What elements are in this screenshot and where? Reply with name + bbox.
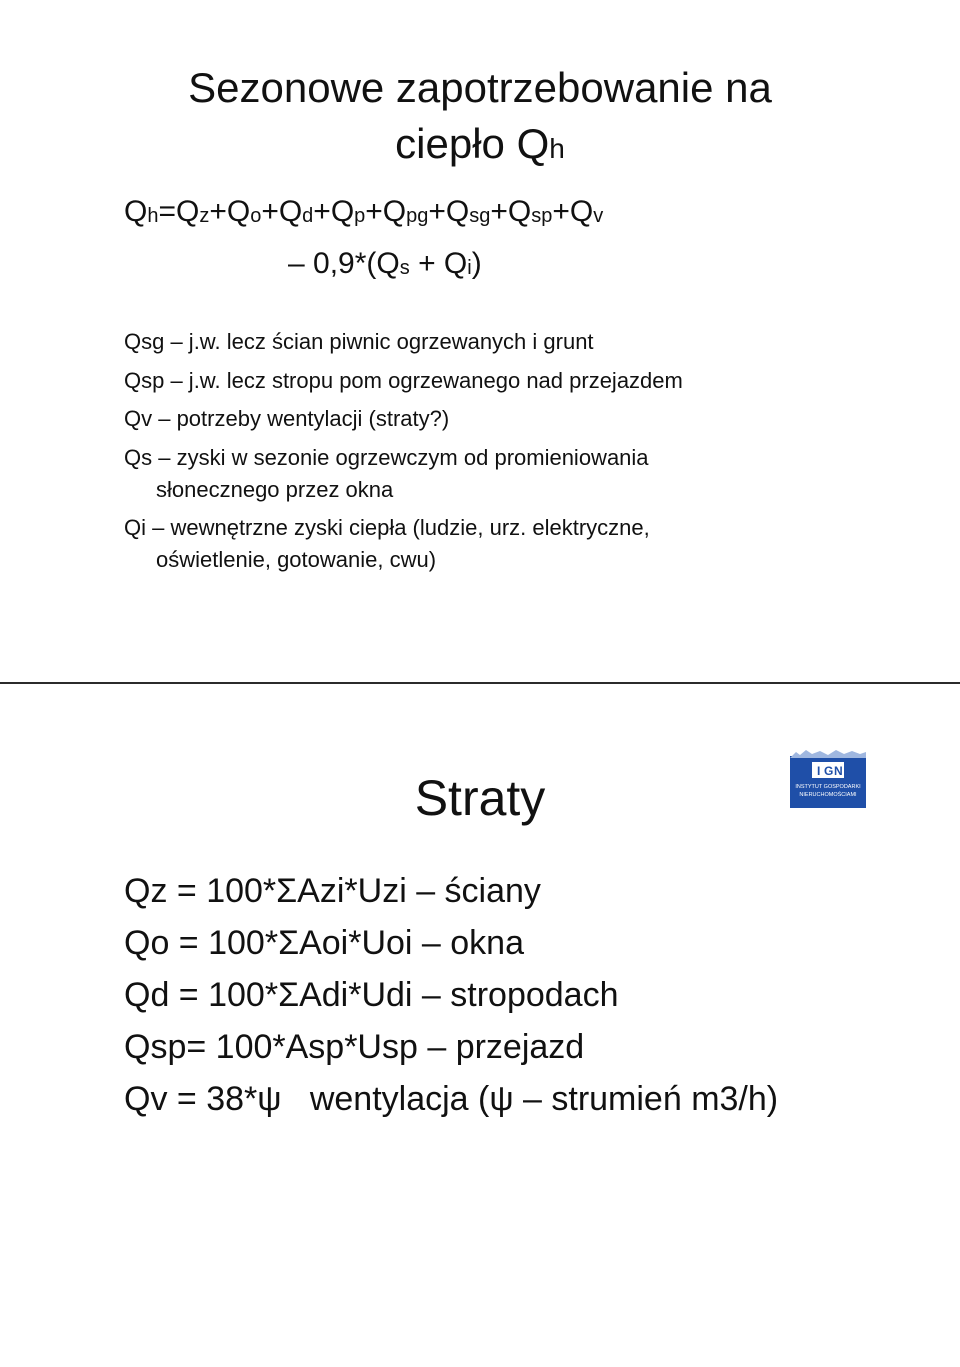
- equation-windows: Qo = 100*ΣAoi*Uoi – okna: [124, 924, 524, 962]
- definition-qs: Qs – zyski w sezonie ogrzewczym od promieniowania: [124, 445, 649, 470]
- definition-qsp: Qsp – j.w. lecz stropu pom ogrzewanego nad przejazdem: [124, 368, 683, 393]
- heat-demand-formula-line2: – $0,9*(Q_s + Q_i)$: [288, 247, 482, 280]
- title-sub: h: [549, 133, 565, 164]
- slide-title-line1: Sezonowe zapotrzebowanie na: [188, 64, 772, 111]
- heat-demand-formula: [124, 194, 603, 233]
- formula-term: $+Q_p$: [313, 195, 366, 228]
- formula-term: $=Q_z$: [158, 195, 210, 228]
- logo-text-line2: NIERUCHOMOŚCIAMI: [799, 792, 857, 798]
- formula-term: $+Q_o$: [209, 195, 262, 228]
- logo-letter: N: [834, 764, 843, 778]
- slide-title-line2: [0, 118, 960, 175]
- formula-term: $+Q_{pg}$: [365, 195, 429, 228]
- definition-qs-cont: słonecznego przez okna: [156, 477, 394, 502]
- slide-seasonal-demand: [0, 0, 960, 682]
- formula-term: $+Q_v$: [552, 195, 604, 228]
- formula-term: $Q_h$: [124, 195, 159, 228]
- definition-qsg: Qsg – j.w. lecz ścian piwnic ogrzewanych i grunt: [124, 329, 594, 354]
- ign-logo: [790, 748, 866, 808]
- formula-term: $+Q_d$: [261, 195, 314, 228]
- definition-qi: Qi – wewnętrzne zyski ciepła (ludzie, urz. elektryczne,: [124, 515, 650, 540]
- logo-letter: I: [817, 764, 821, 778]
- title-main: ciepło Q: [395, 120, 550, 167]
- equation-ventilation: Qv = 38*ψ wentylacja (ψ – strumień m3/h): [124, 1080, 779, 1118]
- logo-text-line1: INSTYTUT GOSPODARKI: [795, 784, 861, 790]
- formula-term: $+Q_{sg}$: [428, 195, 491, 228]
- equation-roof: Qd = 100*ΣAdi*Udi – stropodach: [124, 976, 619, 1014]
- formula-term: $+Q_{sp}$: [490, 195, 553, 228]
- equation-passage: Qsp= 100*Asp*Usp – przejazd: [124, 1028, 585, 1066]
- equation-walls: Qz = 100*ΣAzi*Uzi – ściany: [124, 872, 541, 910]
- slide-title: Straty: [414, 770, 546, 826]
- definition-qv: Qv – potrzeby wentylacji (straty?): [124, 406, 450, 431]
- definition-qi-cont: oświetlenie, gotowanie, cwu): [156, 547, 437, 572]
- logo-letter: G: [824, 764, 834, 778]
